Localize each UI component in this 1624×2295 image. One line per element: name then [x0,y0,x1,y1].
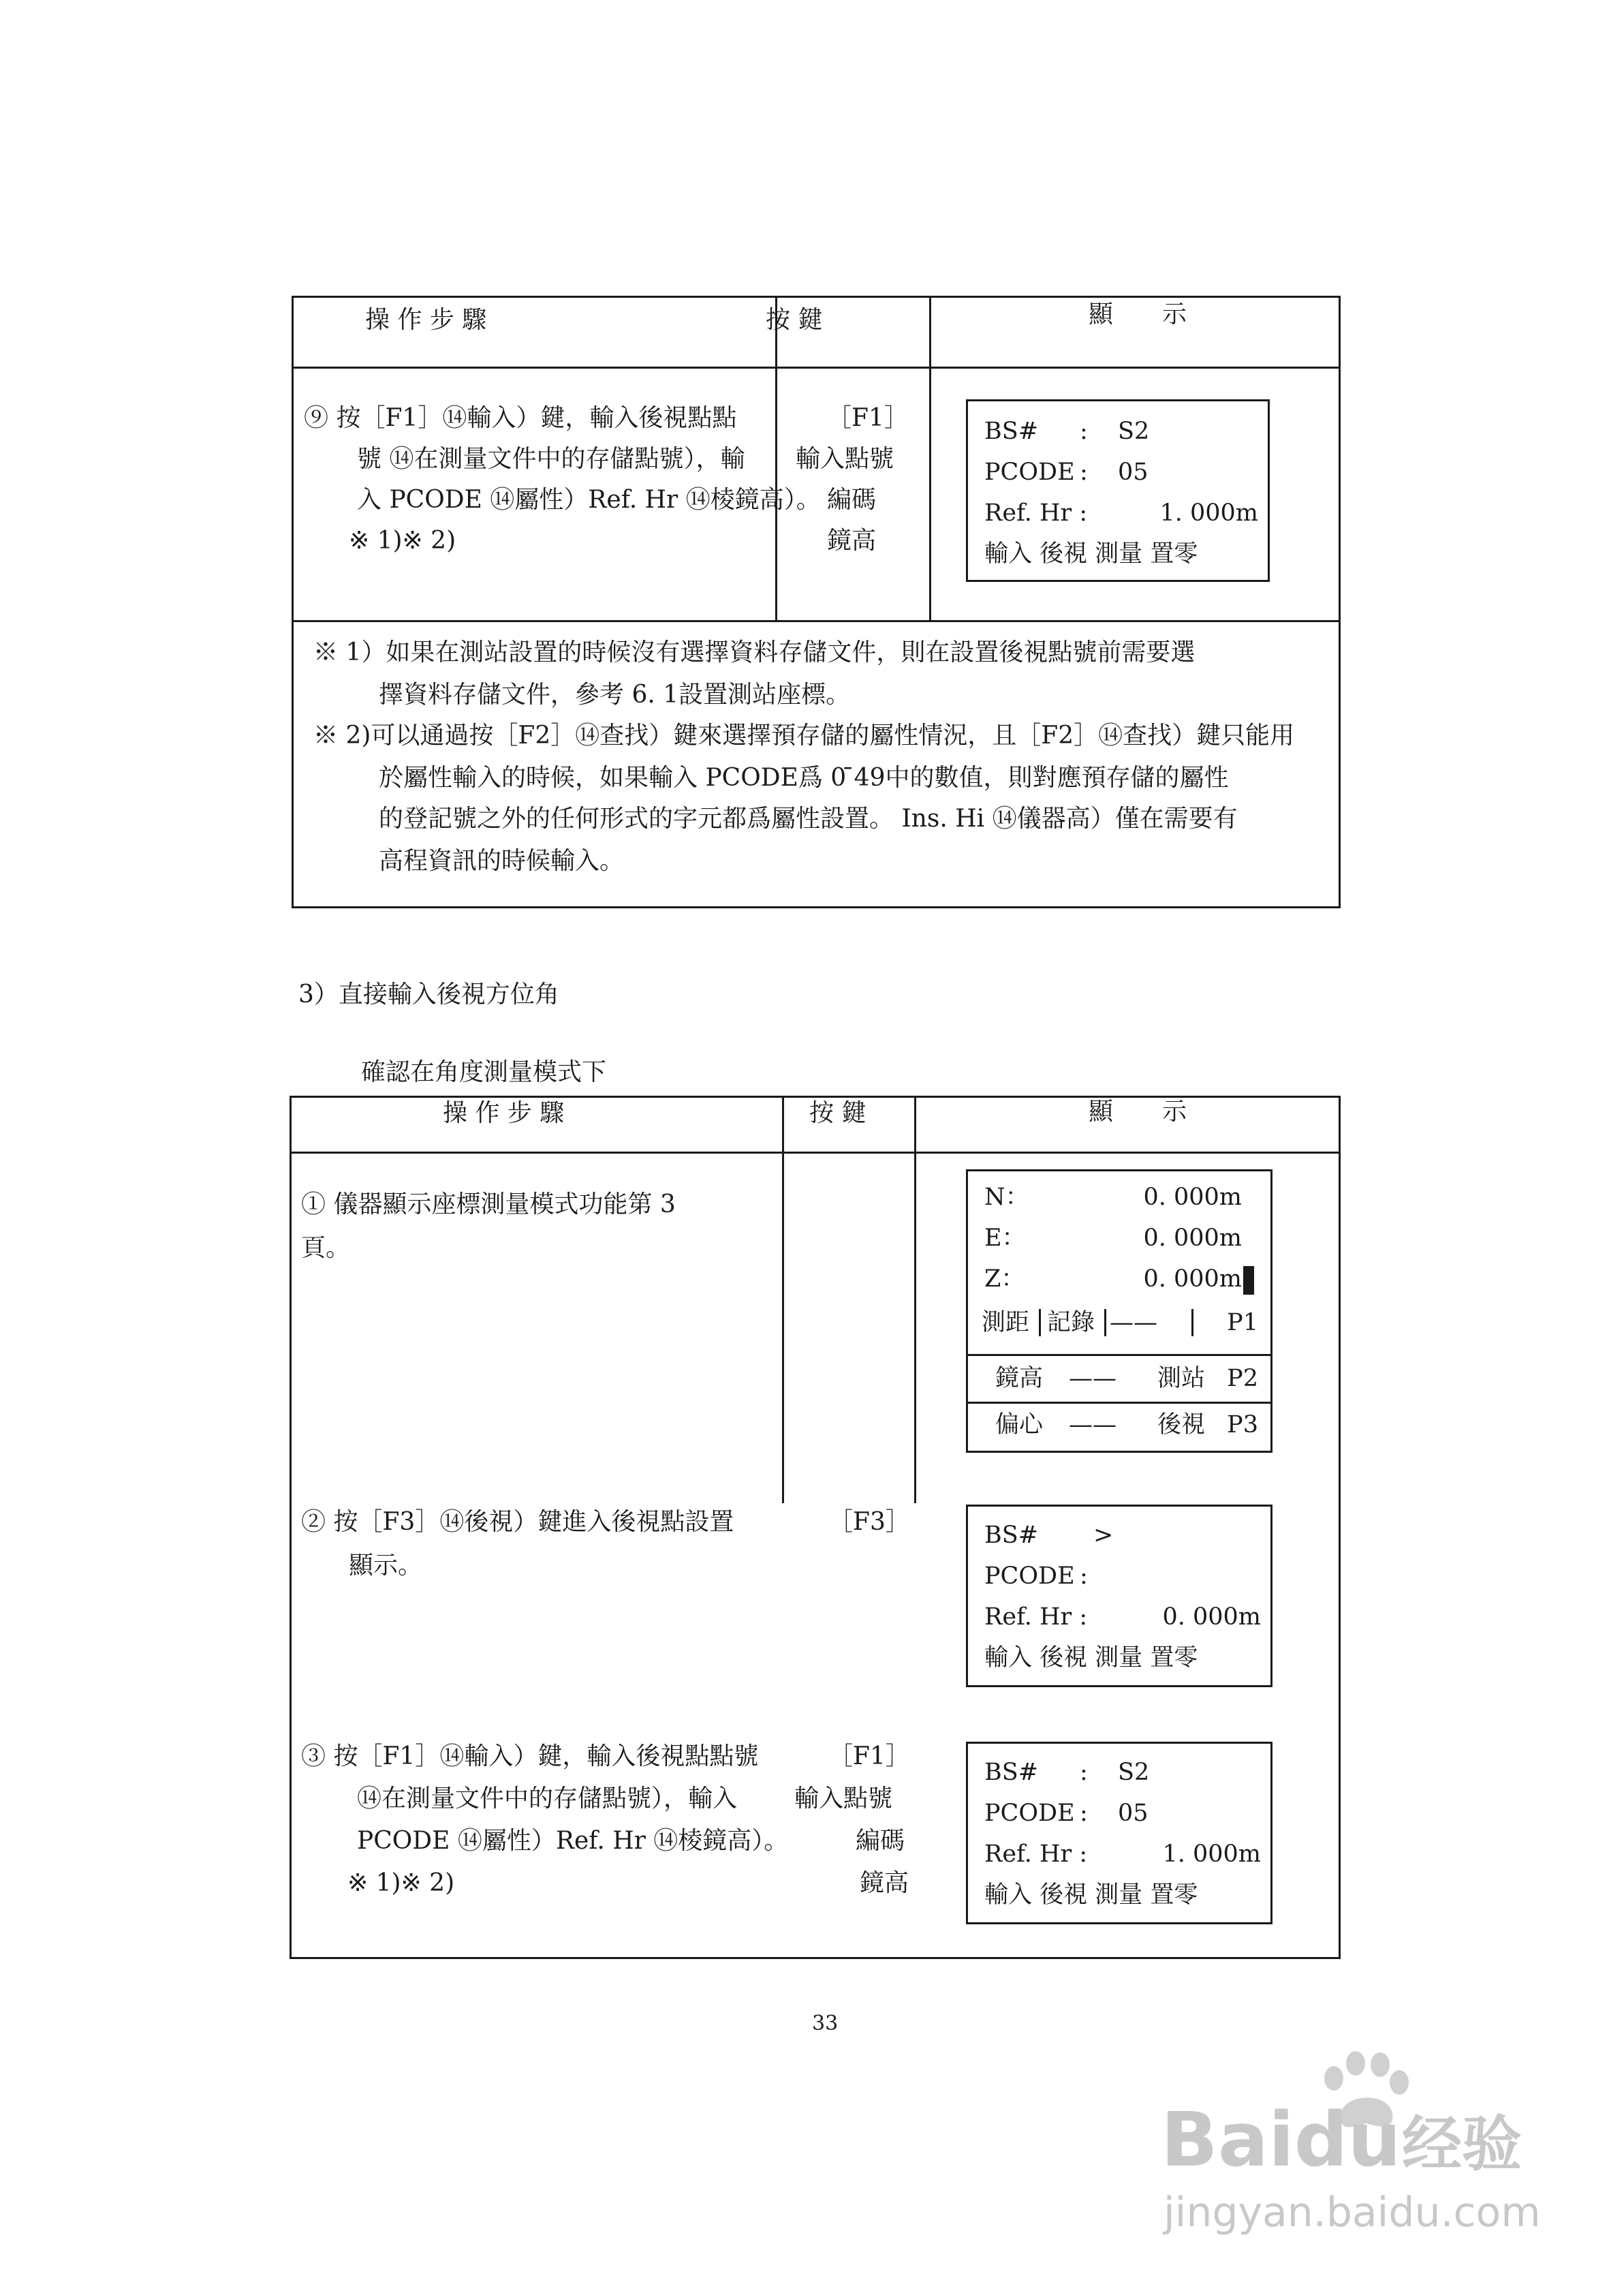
screen-p1-record: 記錄 [1047,1309,1095,1336]
step-3-line-1: ③ 按［F1］⑭輸入）鍵，輸入後視點點號 [301,1742,759,1770]
note-2-line-3: 的登記號之外的任何形式的字元都爲屬性設置。 Ins. Hi ⑭儀器高）僅在需要有 [379,805,1238,833]
screen-divider-p2-p3 [968,1402,1270,1404]
screen-p1-empty: —— [1110,1309,1157,1336]
step-9-line-1: ⑨ 按［F1］⑭輸入）鍵，輸入後視點點 [304,404,737,432]
watermark-brand: Bai [1161,2096,1294,2183]
step-9-screen [966,399,1270,582]
screen-p1-sep-2 [1104,1309,1106,1336]
step-2-line-2: 顯示。 [349,1552,423,1580]
table-1-notes-divider [292,620,1341,622]
screen-pcode-sep: : [1080,1562,1088,1590]
page-number: 33 [812,2012,839,2035]
table-1-header-divider [292,367,1341,369]
step-9-key-input-point: 輸入點號 [796,445,894,473]
watermark-url: jingyan.baidu.com [1164,2189,1541,2236]
table-2-header-steps: 操 作 步 驟 [443,1099,565,1127]
screen-pcode-label: PCODE [984,1800,1075,1827]
screen-pcode-sep: : [1080,459,1088,486]
step-3-screen [966,1742,1272,1924]
step-3-key-input-point: 輸入點號 [794,1785,893,1813]
screen-pcode-value: 05 [1118,1800,1149,1827]
step-3-line-3: PCODE ⑭屬性）Ref. Hr ⑭棱鏡高）。 [357,1827,789,1855]
step-3-key-f1: ［F1］ [828,1742,910,1770]
screen-bs-label: BS# [984,1759,1039,1786]
table-1-header-keys: 按 鍵 [766,306,823,334]
screen-p3-page: P3 [1227,1411,1258,1438]
screen-refhr-label: Ref. Hr : [984,499,1088,527]
screen-p1-sep-1 [1039,1309,1041,1336]
screen-refhr-value: 1. 000m [1159,499,1258,527]
section-title: 3）直接輸入後視方位角 [298,981,559,1008]
screen-softkeys: 輸入 後視 測量 置零 [984,1881,1198,1909]
mode-note: 確認在角度測量模式下 [361,1058,607,1086]
step-9-key-f1: ［F1］ [827,404,909,432]
screen-pcode-label: PCODE [984,459,1075,486]
step-9-key-code: 編碼 [827,486,877,514]
screen-refhr-label: Ref. Hr : [984,1603,1088,1631]
screen-bs-prompt: > [1093,1522,1114,1549]
screen-z-value: 0. 000m [1143,1265,1242,1293]
screen-n-label: N： [984,1184,1029,1211]
table-2-header-keys: 按 鍵 [809,1099,866,1127]
screen-refhr-value: 0. 000m [1162,1603,1261,1631]
watermark-brand-cn: 经验 [1402,2109,1522,2179]
screen-p1-measure: 測距 [982,1309,1030,1336]
screen-p3-offset: 偏心 [995,1411,1044,1438]
step-9-line-2: 號 ⑭在測量文件中的存儲點號），輸 [357,445,745,473]
table-1-bottom-border [292,906,1341,908]
screen-p2-prism: 鏡高 [995,1365,1044,1392]
watermark-brand-du: du [1294,2096,1401,2183]
screen-p2-page: P2 [1227,1365,1258,1392]
table-2-col-divider-2 [914,1096,916,1503]
table-2-header-display: 顯 示 [1089,1098,1187,1126]
screen-p3-backsight: 後視 [1157,1411,1206,1438]
note-1-line-1: ※ 1）如果在測站設置的時候沒有選擇資料存儲文件，則在設置後視點號前需要選 [313,638,1196,666]
screen-e-label: E： [984,1224,1026,1252]
screen-p2-dash: —— [1069,1365,1116,1392]
table-2-left-border [290,1096,292,1959]
note-2-line-2: 於屬性輸入的時候，如果輸入 PCODE爲 0 ̄49中的數值，則對應預存儲的屬性 [379,764,1229,792]
screen-pcode-sep: : [1080,1800,1088,1827]
note-2-line-4: 高程資訊的時候輸入。 [379,847,625,875]
note-2-line-1: ※ 2)可以通過按［F2］⑭查找）鍵來選擇預存儲的屬性情況，且［F2］⑭查找）鍵只能用 [313,722,1295,750]
note-1-line-2: 擇資料存儲文件，參考 6. 1設置測站座標。 [379,681,851,709]
step-2-screen [966,1505,1272,1687]
step-1-line-1: ① 儀器顯示座標測量模式功能第 3 [301,1190,676,1218]
screen-bs-label: BS# [984,1522,1039,1549]
step-3-key-prism: 鏡高 [860,1869,909,1897]
step-9-key-prism: 鏡高 [827,527,877,555]
table-2-right-border [1339,1096,1341,1959]
table-1-col-divider-1 [775,296,777,621]
screen-refhr-value: 1. 000m [1162,1840,1261,1868]
screen-refhr-label: Ref. Hr : [984,1840,1088,1868]
table-1-top-border [292,296,1341,298]
step-3-line-2: ⑭在測量文件中的存儲點號），輸入 [357,1785,738,1813]
step-1-screen [966,1169,1272,1453]
screen-p3-dash: —— [1069,1411,1116,1438]
screen-p1-page: P1 [1227,1309,1258,1336]
screen-pcode-value: 05 [1118,459,1149,486]
table-1-col-divider-2 [929,296,931,621]
step-2-key-f3: ［F3］ [828,1508,910,1536]
screen-p1-sep-3 [1191,1309,1193,1336]
step-1-line-2: 頁。 [301,1234,351,1262]
screen-bs-label: BS# [984,418,1039,445]
table-1-right-border [1339,296,1341,908]
screen-n-value: 0. 000m [1143,1184,1242,1211]
screen-z-label: Z： [984,1265,1025,1293]
table-2-header-divider [290,1152,1341,1154]
step-3-line-4: ※ 1)※ 2) [347,1869,455,1897]
table-1-left-border [292,296,294,908]
table-2-col-divider-1 [782,1096,784,1503]
table-2-bottom-border [290,1957,1341,1959]
table-1-header-steps: 操 作 步 驟 [365,306,487,334]
screen-softkeys: 輸入 後視 測量 置零 [984,1644,1198,1672]
step-9-line-4: ※ 1)※ 2) [349,527,456,555]
screen-e-value: 0. 000m [1143,1224,1242,1252]
screen-bs-sep: : [1080,1759,1088,1786]
screen-divider-p1-p2 [968,1354,1270,1356]
screen-bs-value: S2 [1118,1759,1150,1786]
screen-pcode-label: PCODE [984,1562,1075,1590]
screen-bs-value: S2 [1118,418,1150,445]
step-3-key-code: 編碼 [856,1827,905,1855]
screen-p2-station: 測站 [1157,1365,1206,1392]
step-9-line-3: 入 PCODE ⑭屬性）Ref. Hr ⑭棱鏡高）。 [357,486,821,514]
cursor-block-icon [1243,1266,1254,1295]
step-2-line-1: ② 按［F3］⑭後視）鍵進入後視點設置 [301,1508,734,1536]
table-1-header-display: 顯 示 [1089,301,1187,328]
screen-bs-sep: : [1080,418,1088,445]
screen-softkeys: 輸入 後視 測量 置零 [984,540,1198,568]
